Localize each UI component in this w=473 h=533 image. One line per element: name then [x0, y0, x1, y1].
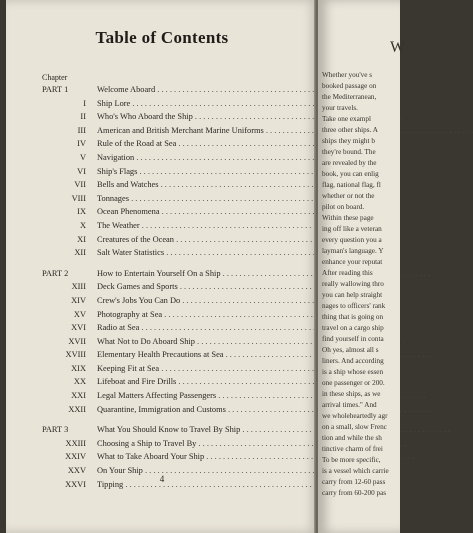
toc-entry-title: Quarantine, Immigration and Customs . . . — [97, 405, 314, 414]
chapter-number: XIII — [71, 282, 86, 292]
chapter-number: IV — [77, 139, 86, 149]
toc-entry-title: Tonnages . . . — [97, 194, 314, 203]
toc-chapter-row[interactable] — [42, 221, 320, 235]
toc-chapter-row[interactable] — [42, 167, 320, 181]
table-of-contents — [42, 85, 320, 493]
chapter-number: II — [80, 112, 86, 122]
right-page — [318, 0, 406, 533]
toc-chapter-row[interactable] — [42, 112, 320, 126]
body-text-line: find yourself in conta — [322, 335, 384, 343]
chapter-number: XXV — [67, 466, 86, 476]
chapter-number: V — [79, 152, 86, 162]
toc-chapter-row[interactable] — [42, 405, 320, 419]
toc-entry-title: Choosing a Ship to Travel By . . . — [97, 439, 314, 448]
toc-entry-title: The Weather . . . — [97, 221, 314, 230]
chapter-number: I — [83, 98, 86, 108]
body-text-line: Within these page — [322, 214, 374, 222]
part-spacer — [42, 418, 320, 425]
toc-entry-title: Keeping Fit at Sea . . . — [97, 364, 314, 373]
chapter-number: XIX — [71, 363, 86, 373]
body-text-line: Oh yes, almost all s — [322, 346, 379, 354]
body-text-line: in these ships, as we — [322, 390, 381, 398]
body-text-line: on a small, slow Frenc — [322, 423, 387, 431]
part-label: PART 2 — [42, 268, 69, 278]
body-text-line: carry from 12-60 pass — [322, 478, 386, 486]
toc-entry-title: What You Should Know to Travel By Ship . . . — [97, 425, 314, 434]
toc-entry-title: Creatures of the Ocean . . . — [97, 235, 314, 244]
toc-chapter-row[interactable] — [42, 99, 320, 113]
chapter-number: XII — [74, 248, 86, 258]
toc-chapter-row[interactable] — [42, 282, 320, 296]
body-text-line: you can help straight — [322, 291, 383, 299]
toc-chapter-row[interactable] — [42, 377, 320, 391]
part-spacer — [42, 262, 320, 269]
body-text-line: After reading this — [322, 269, 373, 277]
part-label: PART 3 — [42, 425, 69, 435]
chapter-number: XX — [73, 377, 86, 387]
chapter-number: XXIV — [65, 452, 86, 462]
toc-entry-title: Tipping . . . — [97, 480, 314, 489]
body-text-line: really wallowing thro — [322, 280, 384, 288]
chapter-column-heading: Chapter — [42, 73, 68, 82]
right-page-heading-fragment: W — [390, 39, 406, 56]
toc-chapter-row[interactable] — [42, 310, 320, 324]
page-title: Table of Contents — [95, 28, 229, 47]
toc-entry-title: Ship Lore . . . — [97, 99, 314, 108]
toc-entry-title: Lifeboat and Fire Drills . . . — [97, 377, 314, 386]
right-page-text — [322, 39, 442, 499]
toc-entry-title: How to Entertain Yourself On a Ship . . . — [97, 269, 314, 278]
toc-chapter-row[interactable] — [42, 126, 320, 140]
toc-chapter-row[interactable] — [42, 452, 320, 466]
toc-entry-title: Who's Who Aboard the Ship . . . — [97, 112, 314, 121]
toc-chapter-row[interactable] — [42, 207, 320, 221]
toc-entry-title: What Not to Do Aboard Ship . . . — [97, 337, 314, 346]
chapter-number: XXVI — [65, 479, 86, 489]
chapter-number: X — [79, 220, 86, 230]
body-text-line: arrival times." And — [322, 401, 377, 409]
toc-entry-title: Navigation . . . — [97, 153, 314, 162]
body-text-line: your travels. — [322, 104, 358, 112]
body-text-line: flag, national flag, fl — [322, 181, 381, 189]
chapter-number: XXI — [71, 391, 86, 401]
body-text-line: nages to officers' rank — [322, 302, 386, 310]
part-label: PART 1 — [42, 85, 69, 94]
toc-entry-title: Rule of the Road at Sea . . . — [97, 139, 314, 148]
body-text-line: three other ships. A — [322, 126, 378, 134]
toc-chapter-row[interactable] — [42, 364, 320, 378]
chapter-number: XIV — [71, 295, 86, 305]
toc-part-row[interactable] — [42, 85, 320, 99]
body-text-line: ships they might b — [322, 137, 375, 145]
toc-chapter-row[interactable] — [42, 296, 320, 310]
chapter-number: XI — [77, 234, 86, 244]
toc-entry-title: Ship's Flags . . . — [97, 167, 314, 176]
toc-entry-title: Photography at Sea . . . — [97, 310, 314, 319]
chapter-number: XVI — [71, 323, 86, 333]
toc-entry-title: Crew's Jobs You Can Do . . . — [97, 296, 314, 305]
toc-entry-title: What to Take Aboard Your Ship . . . — [97, 452, 314, 461]
body-text-line: we wholeheartedly agr — [322, 412, 388, 420]
page-number: 4 — [159, 474, 165, 484]
chapter-number: III — [77, 125, 86, 135]
chapter-number: XXIII — [65, 438, 86, 448]
body-text-line: liners. And according — [322, 357, 384, 365]
toc-entry-title: On Your Ship . . . — [97, 466, 314, 475]
toc-entry-title: Ocean Phenomena . . . — [97, 207, 314, 216]
body-text-line: Take one exampl — [322, 115, 371, 123]
toc-entry-title: Welcome Aboard . . . — [97, 85, 314, 94]
body-text-line: one passenger or 200. — [322, 379, 385, 387]
body-text-line: tinctive charm of frei — [322, 445, 383, 453]
chapter-number: VI — [77, 166, 86, 176]
body-text-line: To be more specific, — [322, 456, 381, 464]
toc-chapter-row[interactable] — [42, 248, 320, 262]
body-text-line: tion and while the sh — [322, 434, 382, 442]
chapter-number: XV — [73, 309, 86, 319]
chapter-number: XVIII — [65, 350, 86, 360]
body-text-line: thing that is going on — [322, 313, 384, 321]
toc-chapter-row[interactable] — [42, 323, 320, 337]
body-text-line: booked passage on — [322, 82, 377, 90]
toc-entry-title: Salt Water Statistics . . . — [97, 248, 314, 257]
chapter-number: IX — [77, 207, 86, 217]
body-text-line: they're bound. The — [322, 148, 376, 156]
toc-entry-title: Elementary Health Precautions at Sea . . . — [97, 350, 314, 359]
toc-chapter-row[interactable] — [42, 391, 320, 405]
body-text-line: travel on a cargo ship — [322, 324, 384, 332]
toc-entry-title: American and British Merchant Marine Uniforms . . . — [97, 126, 314, 135]
toc-chapter-row[interactable] — [42, 235, 320, 249]
chapter-number: XXII — [68, 404, 86, 414]
body-text-line: whether or not the — [322, 192, 375, 200]
toc-chapter-row[interactable] — [42, 194, 320, 208]
toc-chapter-row[interactable] — [42, 180, 320, 194]
chapter-number: VIII — [71, 193, 86, 203]
chapter-number: VII — [74, 180, 86, 190]
toc-part-row[interactable] — [42, 425, 320, 439]
toc-entry-title: Bells and Watches . . . — [97, 180, 314, 189]
left-page — [6, 0, 318, 533]
body-text-line: enhance your reputat — [322, 258, 383, 266]
toc-chapter-row[interactable] — [42, 337, 320, 351]
body-text-line: is a vessel which carrie — [322, 467, 389, 475]
body-text-line: the Mediterranean, — [322, 93, 377, 101]
body-text-line: ing off like a veteran — [322, 225, 382, 233]
body-text-line: layman's language. Y — [322, 247, 384, 255]
toc-chapter-row[interactable] — [42, 350, 320, 364]
body-text-line: carry from 60-200 pas — [322, 489, 387, 497]
body-text-line: is a ship whose essen — [322, 368, 384, 376]
toc-entry-title: Deck Games and Sports . . . — [97, 282, 314, 291]
toc-entry-title: Radio at Sea . . . — [97, 323, 314, 332]
body-text-line: every question you a — [322, 236, 382, 244]
toc-chapter-row[interactable] — [42, 439, 320, 453]
body-text-line: Whether you've s — [322, 71, 372, 79]
body-text-line: pilot on board. — [322, 203, 365, 211]
chapter-number: XVII — [68, 336, 86, 346]
toc-entry-title: Legal Matters Affecting Passengers . . . — [97, 391, 314, 400]
body-text-line: book, you can enlig — [322, 170, 379, 178]
toc-chapter-row[interactable] — [42, 153, 320, 167]
body-text-line: are revealed by the — [322, 159, 377, 167]
toc-part-row[interactable] — [42, 269, 320, 283]
toc-chapter-row[interactable] — [42, 139, 320, 153]
